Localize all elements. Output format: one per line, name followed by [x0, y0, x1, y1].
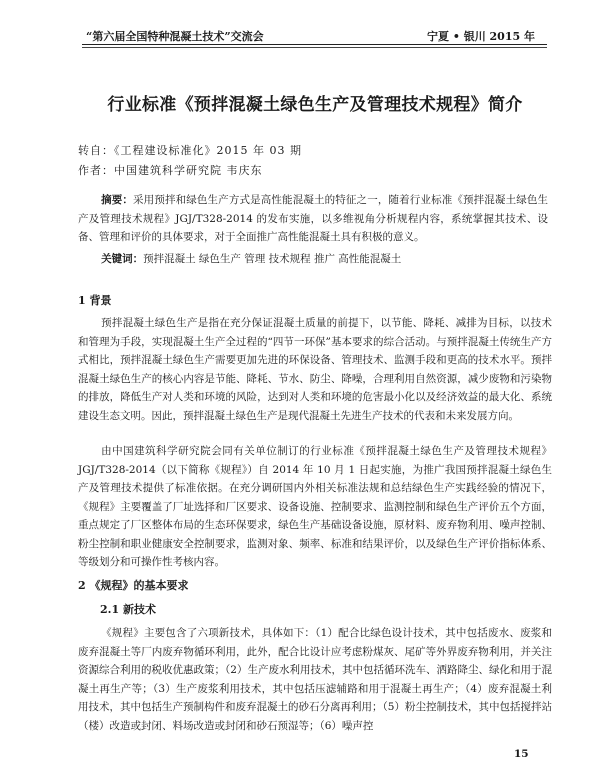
running-header-right: 宁夏 • 银川 2015 年	[427, 30, 535, 43]
abstract-text: 采用预拌和绿色生产方式是高性能混凝土的特征之一，随着行业标准《预拌混凝土绿色生产及管理技术规程》JGJ/T328-2014 的发布实施，以多维视角分析规程内容，系统掌握其技术、设备、管理和评价的具体要求，对于全面推广高性能混凝土具有积极的意义。	[78, 194, 549, 243]
header-rule	[82, 44, 547, 45]
section-1-paragraph-1: 预拌混凝土绿色生产是指在充分保证混凝土质量的前提下，以节能、降耗、减排为目标，以技术和管理为手段，实现混凝土生产全过程的“四节一环保”基本要求的综合活动。与预拌混凝土传统生产方式相比，预拌混凝土绿色生产需要更加先进的环保设备、管理技术、监测手段和更高的技术水平。预拌混凝土绿色生产的核心内容是节能、降耗、节水、防尘、降噪，合理利用自然资源，减少废物和污染物的排放，降低生产对人类和环境的风险，达到对人类和环境的危害最小化以及经济效益的最大化、系统建设生态文明。因此，预拌混凝土绿色生产是现代混凝土先进生产技术的代表和未来发展方向。	[78, 317, 552, 422]
section-1-paragraph-2: 由中国建筑科学研究院会同有关单位制订的行业标准《预拌混凝土绿色生产及管理技术规程》JGJ/T328-2014（以下简称《规程》）自 2014 年 10 月 1 日起实施，为推广我国预拌混凝土绿色生产及管理技术提供了标准依据。在充分调研国内外相关标准法规和总结绿色生产实践经验的情况下，《规程》主要覆盖了厂址选择和厂区要求、设备设施、控制要求、监测控制和绿色生产评价五个方面，重点规定了厂区整体布局的生态环保要求，绿色生产基础设备设施，原材料、废弃物利用、噪声控制、粉尘控制和职业健康安全控制要求，监测对象、频率、标准和结果评价，以及绿色生产评价指标体系、等级划分和可操作性考核内容。	[78, 445, 552, 568]
source-line: 转自：《工程建设标准化》2015 年 03 期	[78, 144, 302, 157]
header-rule-thin	[82, 47, 547, 48]
keywords-label: 关键词：	[101, 253, 144, 265]
section-2-heading: 2 《规程》的基本要求	[78, 579, 189, 592]
subsection-2-1-paragraph: 《规程》主要包含了六项新技术，具体如下：（1）配合比绿色设计技术，其中包括废水、废浆和废弃混凝土等厂内废弃物循环利用，此外，配合比设计应考虑粉煤灰、尾矿等外界废弃物利用，并关注资源综合利用的税收优惠政策；（2）生产废水利用技术，其中包括循环洗车、洒路降尘、绿化和用于混凝土再生产等；（3）生产废浆利用技术，其中包括压滤辅路和用于混凝土再生产；（4）废弃混凝土利用技术，其中包括生产预制构件和废弃混凝土的砂石分离再利用；（5）粉尘控制技术，其中包括搅拌站（楼）改造或封闭、料场改造或封闭和砂石预湿等；（6）噪声控	[78, 627, 552, 732]
subsection-2-1-heading: 2.1 新技术	[100, 603, 156, 616]
running-header-left: “第六届全国特种混凝土技术”交流会	[86, 30, 264, 43]
author-line: 作者：中国建筑科学研究院 韦庆东	[78, 164, 263, 177]
abstract	[78, 191, 548, 247]
abstract-label: 摘要：	[101, 194, 134, 206]
keywords	[78, 250, 548, 269]
article-title: 行业标准《预拌混凝土绿色生产及管理技术规程》简介	[107, 95, 523, 115]
section-1-heading: 1 背景	[78, 294, 112, 307]
keywords-text: 预拌混凝土 绿色生产 管理 技术规程 推广 高性能混凝土	[143, 253, 402, 265]
page-number: 15	[514, 748, 529, 760]
